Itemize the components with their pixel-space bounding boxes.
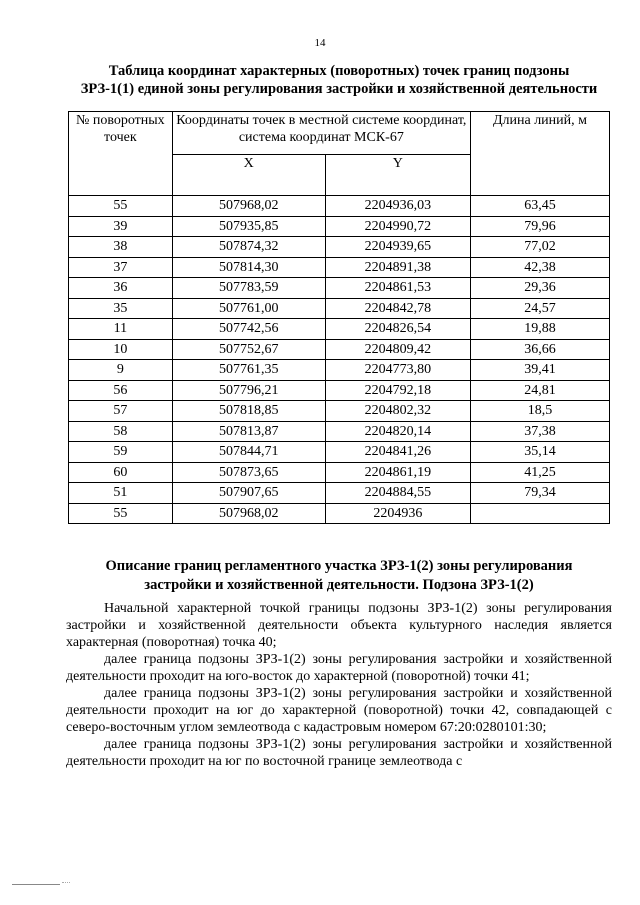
cell-length: 39,41	[470, 360, 609, 381]
cell-x: 507873,65	[172, 462, 325, 483]
cell-y: 2204891,38	[325, 257, 470, 278]
table-row	[69, 319, 610, 340]
cell-length: 37,38	[470, 421, 609, 442]
cell-length: 79,96	[470, 216, 609, 237]
cell-length	[470, 503, 609, 524]
cell-length: 19,88	[470, 319, 609, 340]
cell-length: 63,45	[470, 196, 609, 217]
cell-y: 2204936	[325, 503, 470, 524]
cell-y: 2204861,19	[325, 462, 470, 483]
cell-y: 2204826,54	[325, 319, 470, 340]
cell-y: 2204773,80	[325, 360, 470, 381]
cell-x: 507813,87	[172, 421, 325, 442]
coordinates-table	[68, 111, 610, 524]
cell-y: 2204939,65	[325, 237, 470, 258]
cell-point-number: 59	[69, 442, 173, 463]
cell-x: 507844,71	[172, 442, 325, 463]
table-row	[69, 380, 610, 401]
cell-y: 2204842,78	[325, 298, 470, 319]
cell-point-number: 36	[69, 278, 173, 299]
cell-y: 2204936,03	[325, 196, 470, 217]
cell-y: 2204802,32	[325, 401, 470, 422]
table-row	[69, 216, 610, 237]
header-coordinates: Координаты точек в местной системе координат, система координат МСК-67	[172, 112, 470, 155]
cell-point-number: 9	[69, 360, 173, 381]
cell-length: 24,57	[470, 298, 609, 319]
cell-x: 507968,02	[172, 503, 325, 524]
cell-point-number: 37	[69, 257, 173, 278]
cell-y: 2204820,14	[325, 421, 470, 442]
cell-x: 507907,65	[172, 483, 325, 504]
table-title	[64, 62, 614, 98]
cell-x: 507968,02	[172, 196, 325, 217]
cell-point-number: 57	[69, 401, 173, 422]
paragraph-2: далее граница подзоны ЗРЗ-1(2) зоны регулирования застройки и хозяйственной деятельности проходит на юго-восток до характерной (поворотной) точки 41;	[66, 652, 612, 684]
cell-y: 2204841,26	[325, 442, 470, 463]
table-row	[69, 462, 610, 483]
page-number: 14	[314, 37, 326, 49]
cell-point-number: 10	[69, 339, 173, 360]
cell-point-number: 51	[69, 483, 173, 504]
cell-point-number: 39	[69, 216, 173, 237]
cell-length: 77,02	[470, 237, 609, 258]
table-title-line1: Таблица координат характерных (поворотных) точек границ подзоны	[108, 63, 570, 79]
table-row	[69, 401, 610, 422]
boundary-description	[66, 600, 612, 770]
cell-x: 507761,35	[172, 360, 325, 381]
table-row	[69, 278, 610, 299]
cell-x: 507874,32	[172, 237, 325, 258]
cell-point-number: 58	[69, 421, 173, 442]
section-title-line1: Описание границ регламентного участка ЗРЗ-1(2) зоны регулирования	[105, 558, 573, 574]
cell-length: 79,34	[470, 483, 609, 504]
cell-point-number: 56	[69, 380, 173, 401]
cell-length: 41,25	[470, 462, 609, 483]
cell-x: 507814,30	[172, 257, 325, 278]
cell-y: 2204990,72	[325, 216, 470, 237]
table-row	[69, 196, 610, 217]
paragraph-4: далее граница подзоны ЗРЗ-1(2) зоны регулирования застройки и хозяйственной деятельности проходит на юг по восточной границе землеотвода с	[66, 737, 612, 769]
table-row	[69, 237, 610, 258]
header-y: Y	[325, 155, 470, 196]
header-point-number: № поворотных точек	[69, 112, 173, 196]
cell-length: 24,81	[470, 380, 609, 401]
cell-y: 2204861,53	[325, 278, 470, 299]
table-row	[69, 483, 610, 504]
cell-x: 507752,67	[172, 339, 325, 360]
table-row	[69, 339, 610, 360]
table-row	[69, 360, 610, 381]
section-title-line2: застройки и хозяйственной деятельности. Подзона ЗРЗ-1(2)	[144, 577, 534, 593]
cell-point-number: 60	[69, 462, 173, 483]
table-title-line2: ЗРЗ-1(1) единой зоны регулирования застройки и хозяйственной деятельности	[80, 81, 598, 97]
cell-x: 507818,85	[172, 401, 325, 422]
footer-dots	[62, 882, 70, 883]
footer-rule	[12, 884, 60, 885]
paragraph-3: далее граница подзоны ЗРЗ-1(2) зоны регулирования застройки и хозяйственной деятельности проходит на юг до характерной (поворотной) точки 42, совпадающей с северо-восточным углом землеотвода с кадастровым номером 67:20:0280101:30;	[66, 686, 612, 735]
cell-length: 36,66	[470, 339, 609, 360]
cell-point-number: 35	[69, 298, 173, 319]
header-x: X	[172, 155, 325, 196]
table-row	[69, 257, 610, 278]
cell-point-number: 11	[69, 319, 173, 340]
cell-point-number: 55	[69, 503, 173, 524]
cell-length: 18,5	[470, 401, 609, 422]
cell-length: 35,14	[470, 442, 609, 463]
cell-x: 507742,56	[172, 319, 325, 340]
cell-x: 507761,00	[172, 298, 325, 319]
cell-length: 29,36	[470, 278, 609, 299]
table-row	[69, 503, 610, 524]
table-row	[69, 421, 610, 442]
cell-point-number: 55	[69, 196, 173, 217]
cell-y: 2204809,42	[325, 339, 470, 360]
table-row	[69, 298, 610, 319]
paragraph-1: Начальной характерной точкой границы подзоны ЗРЗ-1(2) зоны регулирования застройки и хозяйственной деятельности объекта культурного наследия является характерная (поворотная) точка 40;	[66, 601, 612, 650]
cell-y: 2204884,55	[325, 483, 470, 504]
cell-x: 507783,59	[172, 278, 325, 299]
table-body	[69, 196, 610, 524]
cell-y: 2204792,18	[325, 380, 470, 401]
cell-point-number: 38	[69, 237, 173, 258]
cell-x: 507796,21	[172, 380, 325, 401]
cell-length: 42,38	[470, 257, 609, 278]
section-title	[64, 557, 614, 595]
cell-x: 507935,85	[172, 216, 325, 237]
table-row	[69, 442, 610, 463]
header-line-length: Длина линий, м	[470, 112, 609, 196]
